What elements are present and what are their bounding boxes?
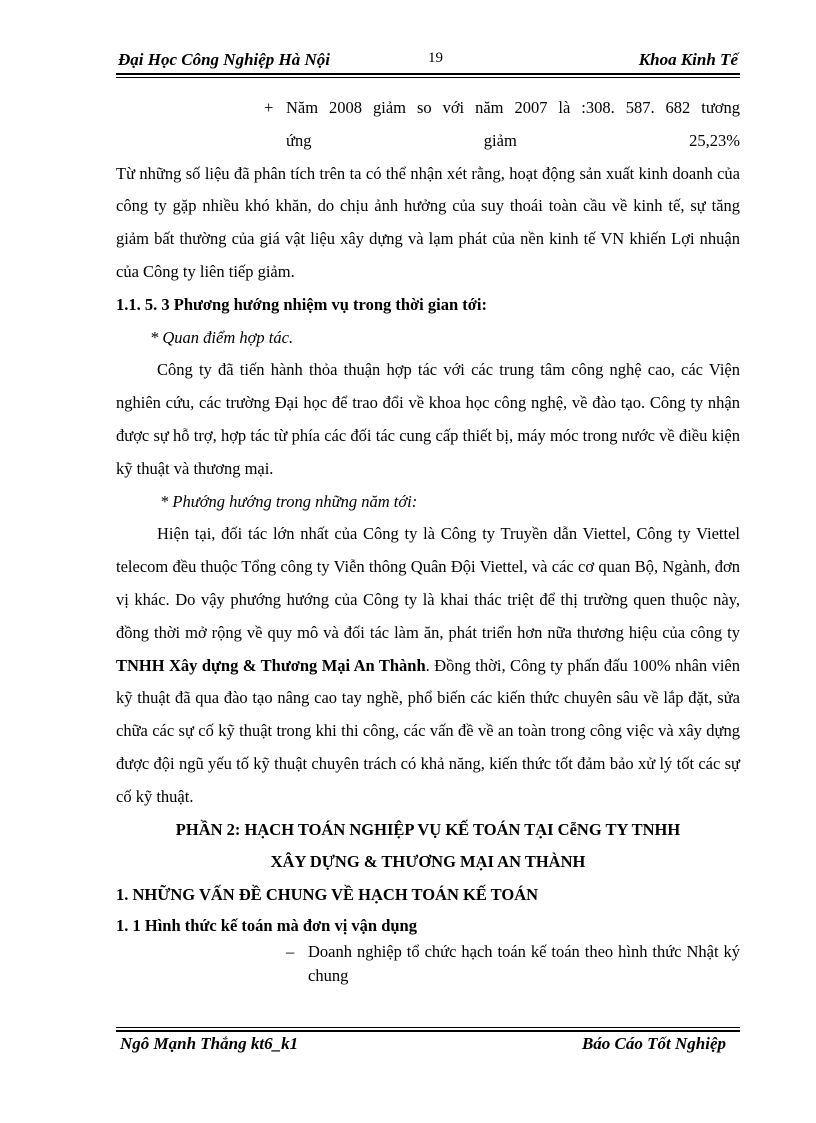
bullet-journal-text: Doanh nghiệp tổ chức hạch toán kế toán theo hình thức Nhật ký chung xyxy=(308,941,740,985)
header-rule-thin xyxy=(116,77,740,78)
paragraph-direction-part1: Hiện tại, đối tác lớn nhất của Công ty là Công ty Truyền dẫn Viettel, Công ty Viettel telecom đều thuộc Tổng công ty Viễn thông Quân Đội Viettel, và các cơ quan Bộ, Ngành, đơn vị khác. Do vậy phướng hướng của Công ty là khai thác triệt để thị trường quen thuộc này, đồng thời mở rộng về quy mô và đối tác làm ăn, phát triển hơn nữa thương hiệu của công ty xyxy=(116,524,740,642)
paragraph-analysis: Từ những số liệu đã phân tích trên ta có thể nhận xét rằng, hoạt động sản xuất kinh doanh của công ty gặp nhiều khó khăn, do chịu ảnh hưởng của suy thoái toàn cầu về kinh tế, sự tăng giảm bất thường của giá vật liệu xây dựng và lạm phát của nền kinh tế VN khiến Lợi nhuận của Công ty liên tiếp giảm. xyxy=(116,163,740,281)
heading-1-1-5-3: 1.1. 5. 3 Phương hướng nhiệm vụ trong thời gian tới: xyxy=(116,294,487,314)
part-2-title-line2: XÂY DỰNG & THƯƠNG MẠI AN THÀNH xyxy=(270,852,586,872)
paragraph-direction xyxy=(116,518,740,813)
bullet-item-journal xyxy=(116,940,740,988)
page-number: 19 xyxy=(428,50,443,66)
subheading-cooperation: * Quan điểm hợp tác. xyxy=(150,327,294,347)
plus-marker: + xyxy=(264,98,274,117)
footer-author: Ngô Mạnh Thắng kt6_k1 xyxy=(120,1034,299,1053)
dash-marker: – xyxy=(286,941,295,961)
page-header xyxy=(116,46,740,74)
footer-rule-thin xyxy=(116,1027,740,1028)
section-1-1-heading: 1. 1 Hình thức kế toán mà đơn vị vận dụng xyxy=(116,915,417,935)
page-body xyxy=(116,92,740,988)
page-footer xyxy=(116,1034,740,1062)
footer-rule xyxy=(116,1030,740,1032)
bullet-text-line1: Năm 2008 giảm so với năm 2007 là :308. 587. 682 tương xyxy=(286,98,740,117)
part-2-title-line1: PHẦN 2: HẠCH TOÁN NGHIỆP VỤ KẾ TOÁN TẠI CễNG TY TNHH xyxy=(175,819,681,839)
paragraph-direction-part2: . Đồng thời, Công ty phấn đấu 100% nhân viên kỹ thuật đã qua đào tạo nâng cao tay nghề, phổ biến các kiến thức chuyên sâu về lắp đặt, sửa chữa các sự cố kỹ thuật trong khi thi công, các vấn đề về an toàn trong công việc và xây dựng được đội ngũ yếu tố kỹ thuật chuyên trách có khả năng, kiến thức tốt đảm bảo xử lý tốt các sự cố kỹ thuật. xyxy=(116,655,740,806)
header-faculty: Khoa Kinh Tế xyxy=(638,50,738,69)
header-rule xyxy=(116,73,740,75)
footer-report-title: Báo Cáo Tốt Nghiệp xyxy=(581,1034,726,1053)
subheading-direction: * Phướng hướng trong những năm tới: xyxy=(160,491,418,511)
paragraph-cooperation: Công ty đã tiến hành thỏa thuận hợp tác với các trung tâm công nghệ cao, các Viện nghiên cứu, các trường Đại học để trao đổi về khoa học công nghệ, về đào tạo. Công ty nhận được sự hỗ trợ, hợp tác từ phía các đối tác cung cấp thiết bị, máy móc trong nước về điều kiện kỹ thuật và thương mại. xyxy=(116,360,740,478)
section-1-heading: 1. NHỮNG VẤN ĐỀ CHUNG VỀ HẠCH TOÁN KẾ TOÁN xyxy=(116,885,539,905)
bullet-text-line2: ứng giảm 25,23% xyxy=(286,130,740,150)
bullet-item-2008 xyxy=(116,92,740,158)
company-name-bold: TNHH Xây dựng & Thương Mại An Thành xyxy=(116,655,426,675)
header-school-name: Đại Học Công Nghiệp Hà Nội xyxy=(118,50,331,69)
